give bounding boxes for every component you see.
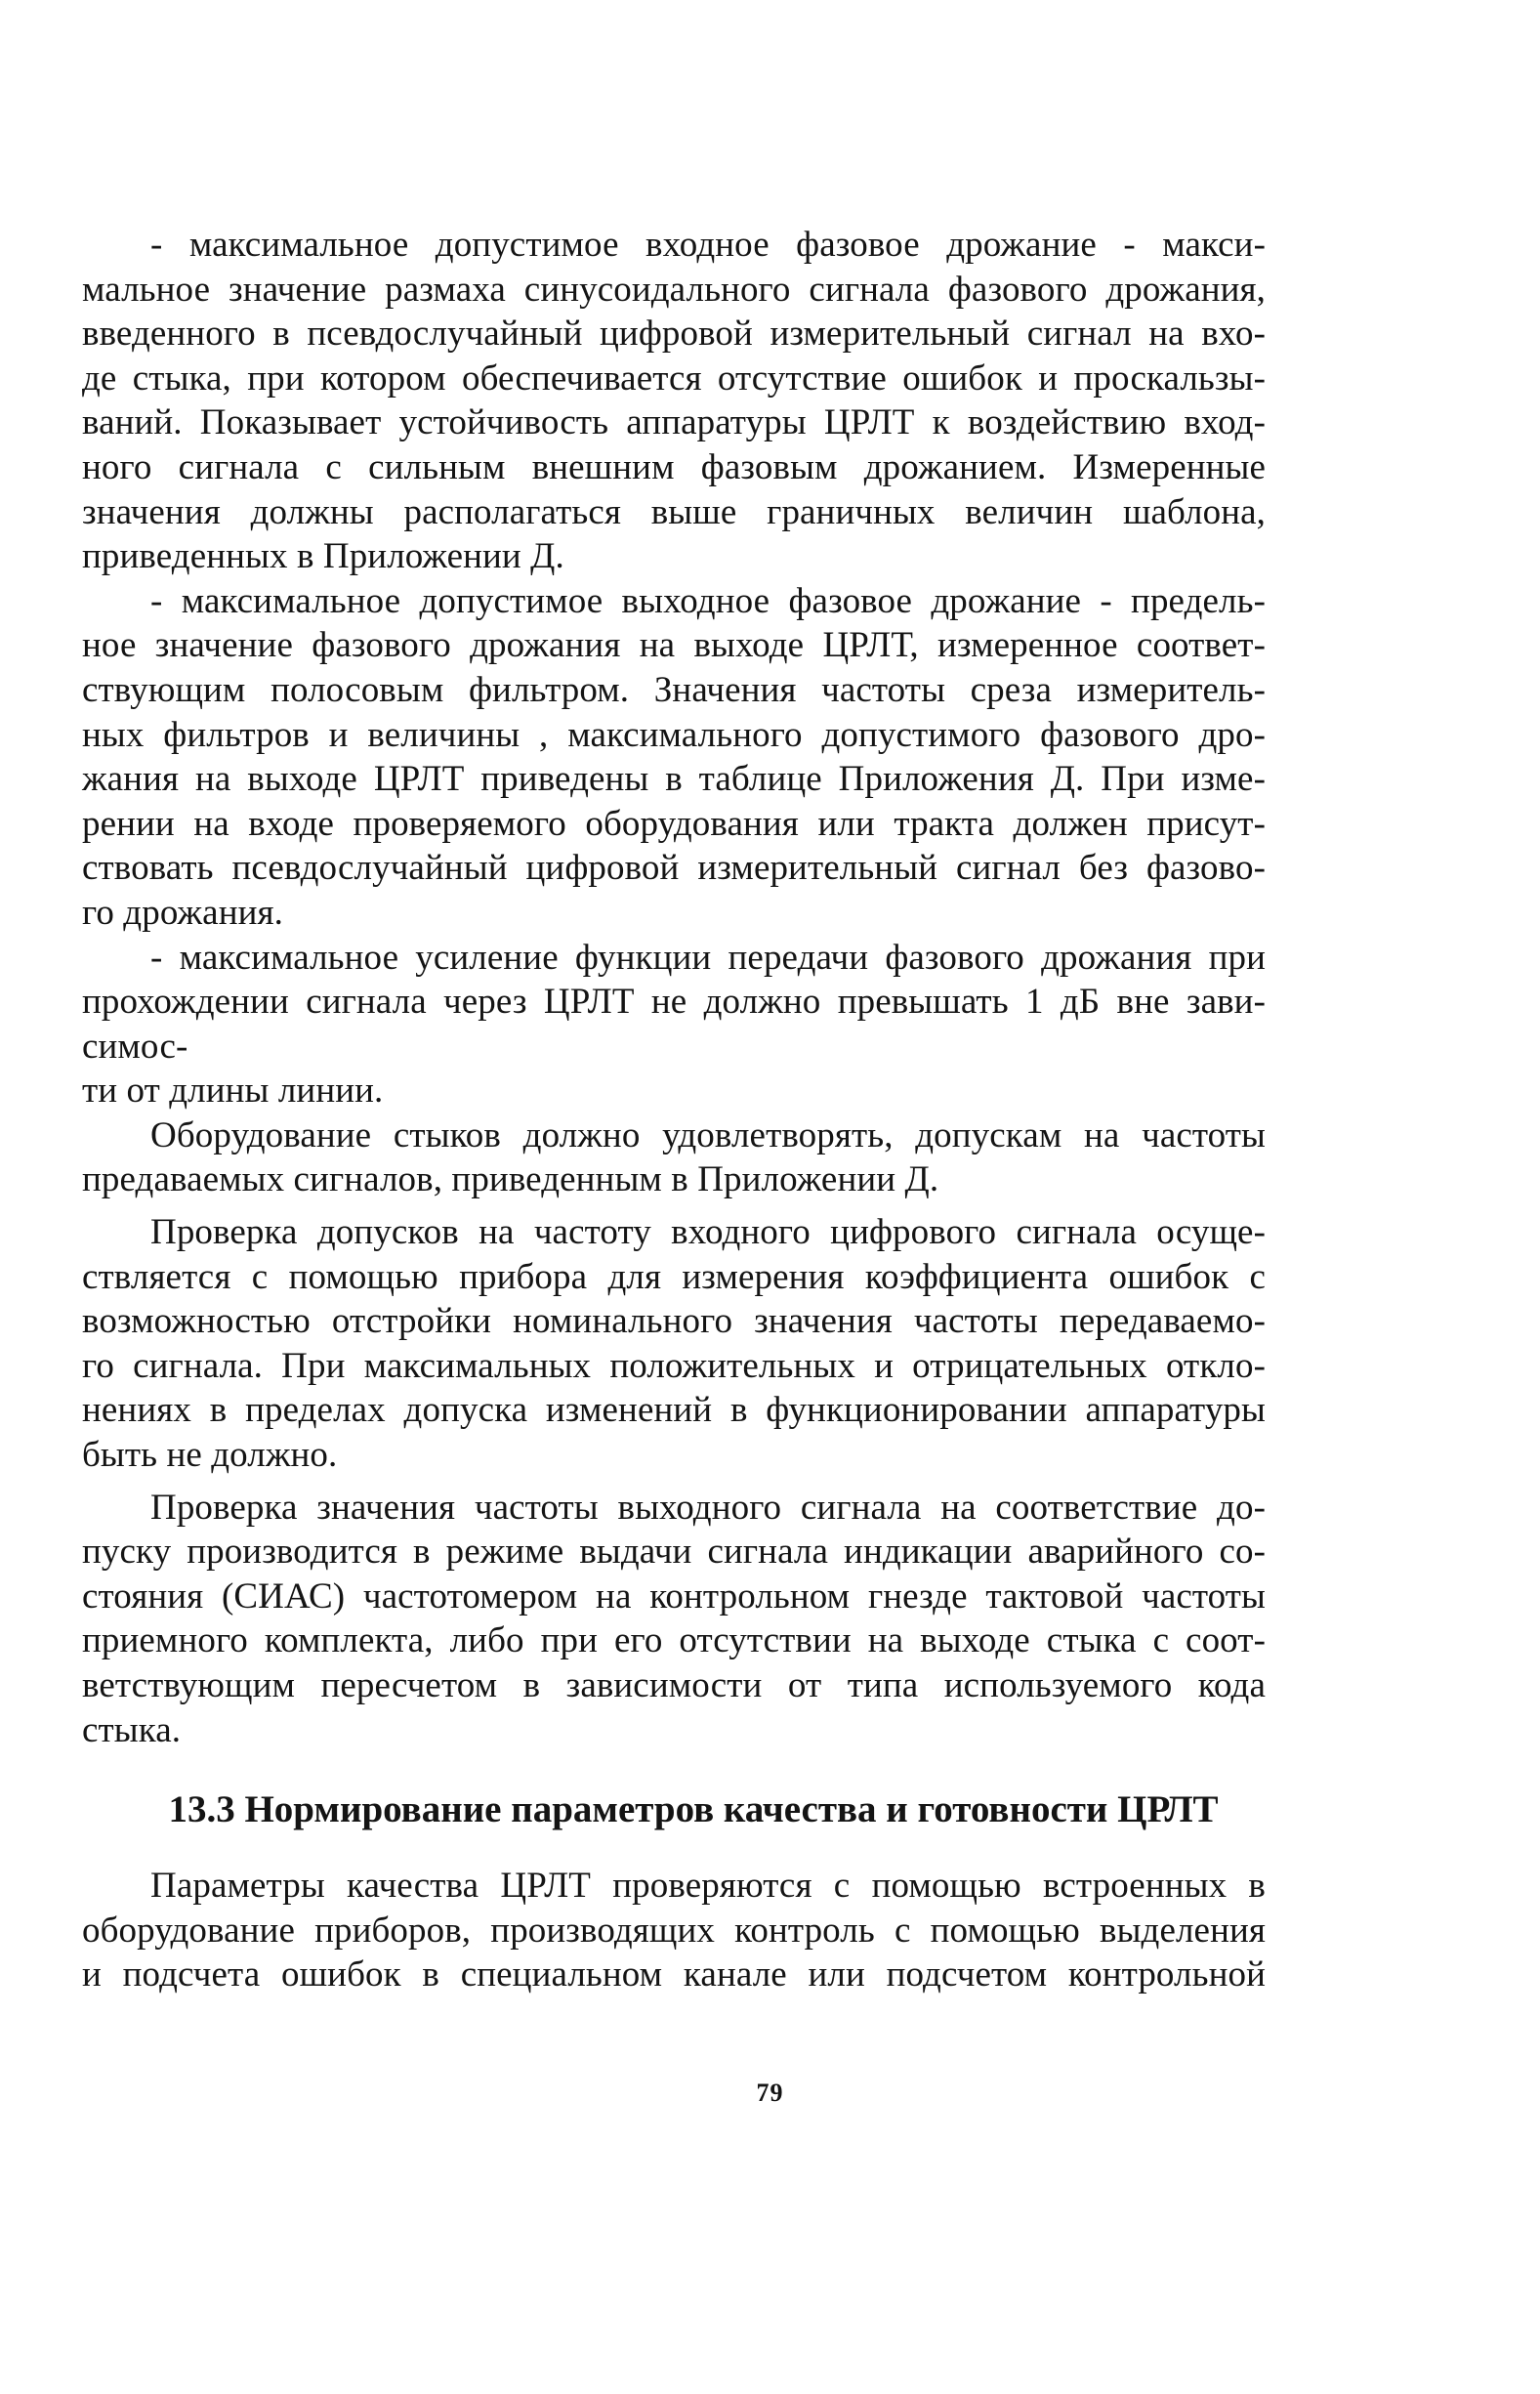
text-line: ветствующим пересчетом в зависимости от типа используемого кода <box>82 1665 1266 1705</box>
text-line: ного сигнала с сильным внешним фазовым дрожанием. Измеренные <box>82 446 1266 487</box>
text-line: ваний. Показывает устойчивость аппаратуры ЦРЛТ к воздействию вход- <box>82 402 1266 443</box>
text-line: пуску производится в режиме выдачи сигнала индикации аварийного со- <box>82 1532 1266 1573</box>
text-line: быть не должно. <box>82 1435 338 1476</box>
text-line: стояния (СИАС) частотомером на контрольном гнезде тактовой частоты <box>82 1575 1266 1617</box>
text-line: симос- <box>82 1026 188 1067</box>
text-line: Параметры качества ЦРЛТ проверяются с помощью встроенных в <box>150 1866 1266 1907</box>
text-line: ное значение фазового дрожания на выходе ЦРЛТ, измеренное соответ- <box>82 625 1266 666</box>
text-line: оборудование приборов, производящих контроль с помощью выделения <box>82 1910 1266 1951</box>
text-line: ствляется с помощью прибора для измерения коэффициента ошибок с <box>82 1256 1266 1297</box>
text-line: Проверка значения частоты выходного сигнала на соответствие до- <box>150 1487 1266 1528</box>
text-line: го дрожания. <box>82 892 283 933</box>
text-line: и подсчета ошибок в специальном канале или подсчетом контрольной <box>82 1954 1266 1995</box>
text-line: ствовать псевдослучайный цифровой измерительный сигнал без фазово- <box>82 848 1266 889</box>
text-line: стыка. <box>82 1709 182 1750</box>
text-line: ствующим полосовым фильтром. Значения частоты среза измеритель- <box>82 669 1266 710</box>
text-line: ных фильтров и величины , максимального допустимого фазового дро- <box>82 714 1266 755</box>
paragraph-output-frequency-check <box>82 1486 1266 1753</box>
text-line: введенного в псевдослучайный цифровой измерительный сигнал на вхо- <box>82 314 1266 355</box>
text-line: Оборудование стыков должно удовлетворять, допускам на частоты <box>150 1114 1266 1155</box>
text-line: - максимальное усиление функции передачи фазового дрожания при <box>150 937 1266 978</box>
text-line: возможностью отстройки номинального значения частоты передаваемо- <box>82 1301 1266 1342</box>
text-line: нениях в пределах допуска изменений в функционировании аппаратуры <box>82 1390 1266 1431</box>
text-line: значения должны располагаться выше граничных величин шаблона, <box>82 491 1266 532</box>
text-line: го сигнала. При максимальных положительных и отрицательных откло- <box>82 1345 1266 1386</box>
text-line: - максимальное допустимое входное фазовое дрожание - макси- <box>150 225 1266 265</box>
text-line: - максимальное допустимое выходное фазовое дрожание - предель- <box>150 580 1266 621</box>
text-line: рении на входе проверяемого оборудования или тракта должен присут- <box>82 803 1266 844</box>
paragraph-input-frequency-check <box>82 1210 1266 1478</box>
paragraph-output-jitter <box>82 579 1266 936</box>
paragraph-frequency-tolerance <box>82 1113 1266 1202</box>
text-line: приведенных в Приложении Д. <box>82 536 564 577</box>
paragraph-jitter-gain <box>82 936 1266 1113</box>
text-line: де стыка, при котором обеспечивается отсутствие ошибок и проскальзы- <box>82 357 1266 399</box>
section-heading: 13.3 Нормирование параметров качества и готовности ЦРЛТ <box>168 1788 1219 1831</box>
text-line: предаваемых сигналов, приведенным в Приложении Д. <box>82 1159 939 1200</box>
page-number: 79 <box>756 2079 784 2107</box>
paragraph-input-jitter <box>82 223 1266 579</box>
text-line: Проверка допусков на частоту входного цифрового сигнала осуще- <box>150 1212 1266 1253</box>
text-line: жания на выходе ЦРЛТ приведены в таблице Приложения Д. При изме- <box>82 759 1266 800</box>
text-line: ти от длины линии. <box>82 1071 384 1112</box>
text-line: прохождении сигнала через ЦРЛТ не должно превышать 1 дБ вне зави- <box>82 982 1266 1023</box>
text-line: приемного комплекта, либо при его отсутствии на выходе стыка с соот- <box>82 1620 1266 1661</box>
text-line: мальное значение размаха синусоидального сигнала фазового дрожания, <box>82 269 1266 310</box>
page-body <box>82 223 1266 1997</box>
paragraph-quality-parameters <box>82 1864 1266 1997</box>
